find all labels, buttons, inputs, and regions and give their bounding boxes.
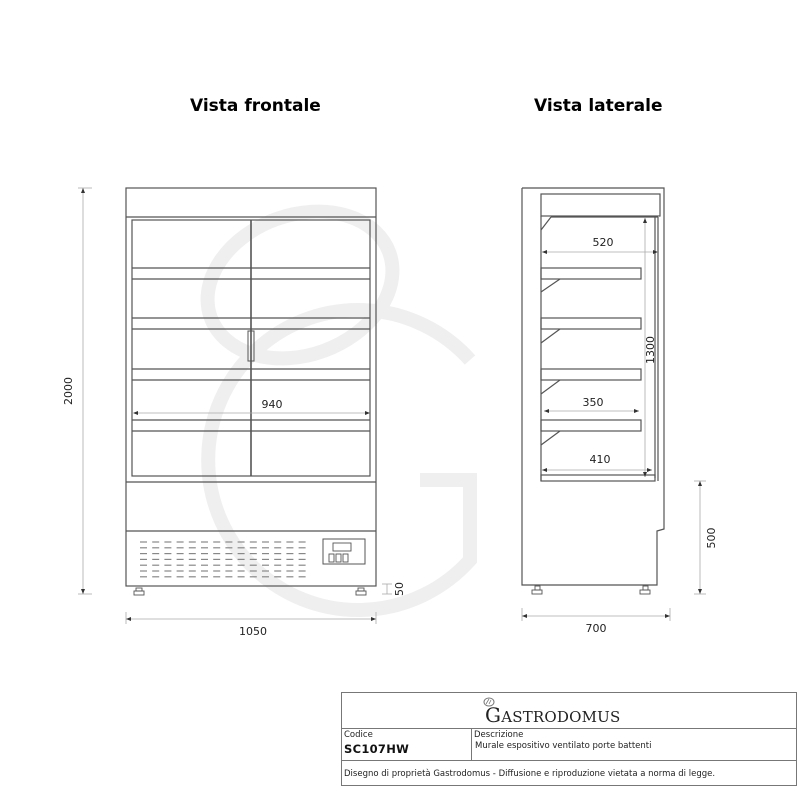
title-block: [341, 692, 797, 786]
product-description: Murale espositivo ventilato porte battenti: [475, 741, 652, 751]
description-label: Descrizione: [474, 730, 524, 740]
dim-top-shelf-depth: 520: [592, 236, 614, 249]
divider: [342, 760, 796, 761]
side-view-title: Vista laterale: [534, 96, 663, 116]
code-label: Codice: [344, 730, 373, 740]
copyright-notice: Disegno di proprietà Gastrodomus - Diffusione e riproduzione vietata a norma di legge.: [344, 769, 716, 779]
product-code: SC107HW: [344, 742, 410, 756]
vent-grille: [140, 542, 306, 577]
brand-logo-text: GASTRODOMUS: [485, 703, 621, 727]
dim-front-inner-width: 940: [261, 398, 283, 411]
dim-shelf-depth: 350: [582, 396, 604, 409]
dim-base-shelf-depth: 410: [589, 453, 611, 466]
description-cell: [472, 729, 796, 760]
dim-foot-height: 50: [393, 582, 406, 596]
dim-base-height: 500: [705, 527, 718, 549]
front-view: [126, 188, 376, 595]
watermark-logo: [187, 187, 470, 610]
dim-display-height: 1300: [644, 336, 657, 364]
code-cell: [342, 729, 472, 760]
dim-front-width: 1050: [239, 625, 267, 638]
dim-front-height: 2000: [62, 377, 75, 405]
dim-side-depth: 700: [585, 622, 607, 635]
front-view-title: Vista frontale: [190, 96, 321, 116]
brand-row: [342, 693, 796, 729]
